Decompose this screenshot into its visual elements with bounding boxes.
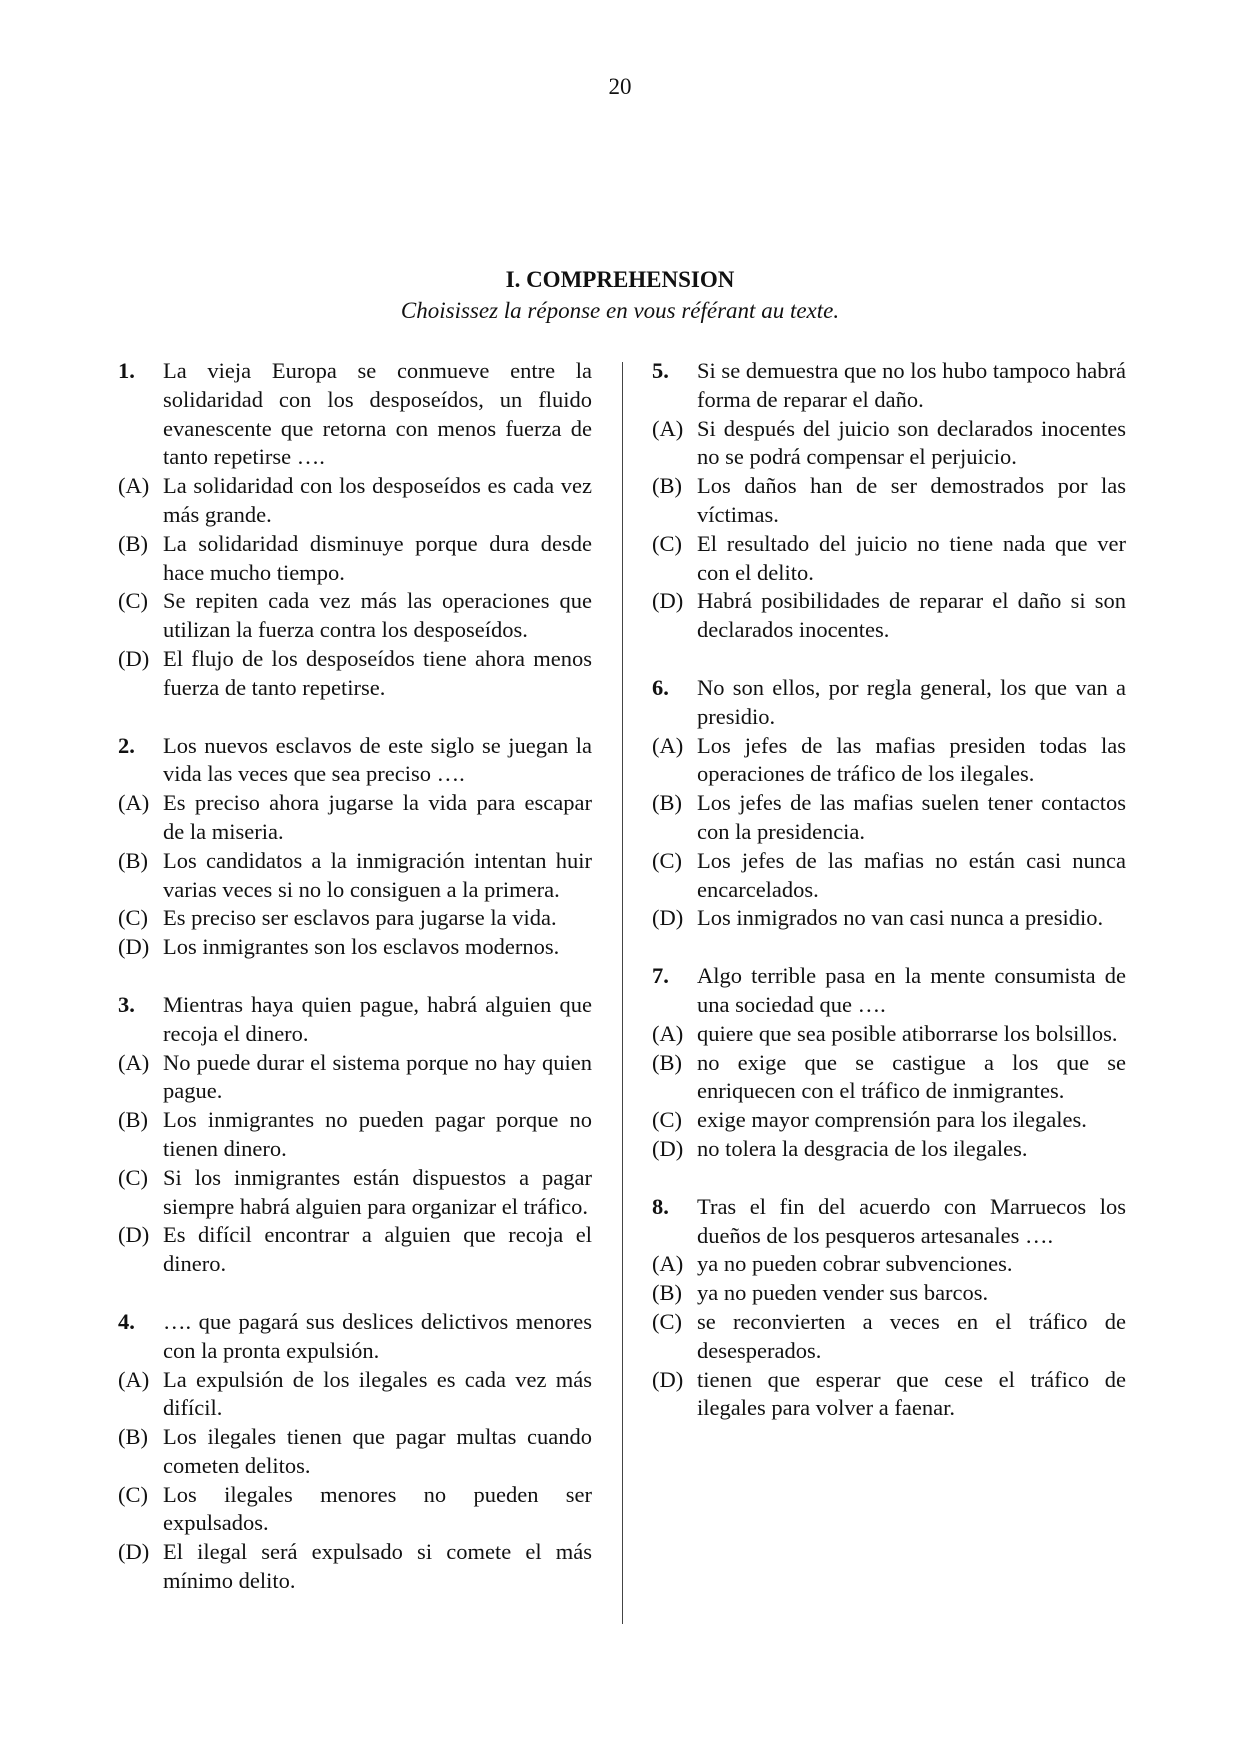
question-number: 6. <box>652 674 669 700</box>
option-label: (A) <box>652 1251 684 1277</box>
option-text: Es preciso ser esclavos para jugarse la vida. <box>163 905 557 931</box>
answer-option[interactable] <box>118 472 592 530</box>
option-label: (B) <box>118 847 148 873</box>
question-text: La vieja Europa se conmueve entre la solidaridad con los desposeídos, un fluido evanescente que retorna con menos fuerza de tanto repetirse …. <box>163 358 592 470</box>
question-text: No son ellos, por regla general, los que van a presidio. <box>697 674 1126 729</box>
answer-option[interactable] <box>652 1250 1126 1279</box>
answer-option[interactable] <box>652 1020 1126 1049</box>
answer-option[interactable] <box>118 933 592 962</box>
option-text: La solidaridad con los desposeídos es cada vez más grande. <box>163 473 592 527</box>
question-prompt <box>652 1193 1126 1251</box>
answer-option[interactable] <box>118 1423 592 1481</box>
left-column <box>118 357 592 1625</box>
option-label: (D) <box>118 934 150 960</box>
question-prompt <box>118 991 592 1049</box>
section-title: I. COMPREHENSION <box>505 267 735 292</box>
option-text: Es difícil encontrar a alguien que recoja el dinero. <box>163 1222 592 1277</box>
option-label: (C) <box>652 847 682 873</box>
answer-option[interactable] <box>118 1106 592 1164</box>
option-label: (D) <box>118 1539 150 1565</box>
option-text: Los ilegales tienen que pagar multas cuando cometen delitos. <box>163 1424 592 1478</box>
question-prompt <box>652 962 1126 1020</box>
answer-option[interactable] <box>118 587 592 645</box>
option-text: tienen que esperar que cese el tráfico de ilegales para volver a faenar. <box>697 1366 1126 1421</box>
option-text: Se repiten cada vez más las operaciones que utilizan la fuerza contra los desposeídos. <box>163 588 592 643</box>
answer-option[interactable] <box>652 1279 1126 1308</box>
option-label: (A) <box>118 790 150 816</box>
answer-option[interactable] <box>118 1538 592 1596</box>
option-text: Los jefes de las mafias presiden todas las operaciones de tráfico de los ilegales. <box>697 732 1126 787</box>
option-text: Los inmigrantes son los esclavos modernos. <box>163 934 560 960</box>
question-prompt <box>652 674 1126 732</box>
instructions: Choisissez la réponse en vous référant au texte. <box>400 298 840 323</box>
option-label: (C) <box>652 1107 682 1133</box>
option-text: La solidaridad disminuye porque dura desde hace mucho tiempo. <box>163 530 592 585</box>
answer-option[interactable] <box>118 1366 592 1424</box>
question-prompt <box>118 1308 592 1366</box>
answer-option[interactable] <box>118 1221 592 1279</box>
answer-option[interactable] <box>652 1106 1126 1135</box>
option-label: (C) <box>118 1164 148 1190</box>
question-number: 7. <box>652 963 669 989</box>
right-column <box>652 357 1126 1452</box>
answer-option[interactable] <box>652 1049 1126 1107</box>
question-prompt <box>118 357 592 472</box>
question-prompt <box>118 732 592 790</box>
question-text: Mientras haya quien pague, habrá alguien que recoja el dinero. <box>163 991 592 1046</box>
option-text: Los inmigrantes no pueden pagar porque no tienen dinero. <box>163 1107 592 1161</box>
option-text: Los candidatos a la inmigración intentan huir varias veces si no lo consiguen a la primera. <box>163 847 592 902</box>
option-text: exige mayor comprensión para los ilegales. <box>697 1107 1087 1133</box>
question-text: Los nuevos esclavos de este siglo se juegan la vida las veces que sea preciso …. <box>163 732 592 787</box>
question-number: 5. <box>652 358 669 383</box>
answer-option[interactable] <box>652 1135 1126 1164</box>
option-label: (B) <box>652 790 682 816</box>
option-label: (A) <box>118 1366 150 1392</box>
question-prompt <box>652 357 1126 415</box>
option-text: quiere que sea posible atiborrarse los bolsillos. <box>697 1020 1118 1046</box>
question-6 <box>652 674 1126 933</box>
answer-option[interactable] <box>652 789 1126 847</box>
option-label: (D) <box>652 905 684 931</box>
option-text: no exige que se castigue a los que se enriquecen con el tráfico de inmigrantes. <box>697 1049 1126 1104</box>
option-text: ya no pueden vender sus barcos. <box>697 1280 989 1306</box>
question-number: 4. <box>118 1308 135 1334</box>
answer-option[interactable] <box>118 1164 592 1222</box>
question-1 <box>118 357 592 703</box>
option-text: se reconvierten a veces en el tráfico de desesperados. <box>697 1308 1126 1363</box>
option-text: Los inmigrados no van casi nunca a presidio. <box>697 905 1104 931</box>
question-number: 3. <box>118 991 135 1017</box>
option-label: (D) <box>118 1222 150 1248</box>
option-label: (A) <box>118 473 150 499</box>
question-number: 2. <box>118 732 135 758</box>
question-4 <box>118 1308 592 1596</box>
answer-option[interactable] <box>652 587 1126 645</box>
answer-option[interactable] <box>118 1481 592 1539</box>
option-text: Los jefes de las mafias no están casi nunca encarcelados. <box>697 847 1126 902</box>
answer-option[interactable] <box>118 847 592 905</box>
answer-option[interactable] <box>118 1049 592 1107</box>
option-label: (C) <box>118 1481 148 1507</box>
option-text: Habrá posibilidades de reparar el daño si son declarados inocentes. <box>697 588 1126 643</box>
option-text: La expulsión de los ilegales es cada vez más difícil. <box>163 1366 592 1421</box>
option-label: (B) <box>652 1049 682 1075</box>
option-text: El ilegal será expulsado si comete el más mínimo delito. <box>163 1539 592 1594</box>
answer-option[interactable] <box>652 1308 1126 1366</box>
option-text: El resultado del juicio no tiene nada que ver con el delito. <box>697 530 1126 585</box>
option-label: (A) <box>118 1049 150 1075</box>
option-label: (B) <box>118 1107 148 1133</box>
option-label: (D) <box>652 588 684 614</box>
option-label: (B) <box>118 1424 148 1450</box>
option-label: (A) <box>652 415 684 441</box>
answer-option[interactable] <box>118 904 592 933</box>
question-text: Si se demuestra que no los hubo tampoco habrá forma de reparar el daño. <box>697 358 1126 412</box>
option-text: Si después del juicio son declarados inocentes no se podrá compensar el perjuicio. <box>697 415 1126 470</box>
answer-option[interactable] <box>118 645 592 703</box>
question-2 <box>118 732 592 962</box>
question-number: 1. <box>118 358 135 383</box>
option-label: (C) <box>652 1308 682 1334</box>
option-label: (C) <box>118 588 148 614</box>
option-text: Es preciso ahora jugarse la vida para escapar de la miseria. <box>163 790 592 844</box>
question-number: 8. <box>652 1193 669 1219</box>
answer-option[interactable] <box>652 847 1126 905</box>
question-5 <box>652 357 1126 645</box>
option-label: (A) <box>652 1020 684 1046</box>
question-3 <box>118 991 592 1279</box>
option-label: (B) <box>652 1280 682 1306</box>
answer-option[interactable] <box>652 904 1126 933</box>
option-text: Los jefes de las mafias suelen tener contactos con la presidencia. <box>697 790 1126 844</box>
question-8 <box>652 1193 1126 1423</box>
option-label: (D) <box>652 1135 684 1161</box>
option-text: ya no pueden cobrar subvenciones. <box>697 1251 1013 1277</box>
page-number: 20 <box>608 74 632 99</box>
answer-option[interactable] <box>652 472 1126 530</box>
answer-option[interactable] <box>652 1366 1126 1424</box>
option-label: (B) <box>652 473 682 499</box>
option-text: No puede durar el sistema porque no hay quien pague. <box>163 1049 592 1104</box>
option-label: (D) <box>118 645 150 671</box>
option-label: (B) <box>118 530 148 556</box>
option-text: El flujo de los desposeídos tiene ahora menos fuerza de tanto repetirse. <box>163 645 592 700</box>
option-text: no tolera la desgracia de los ilegales. <box>697 1135 1028 1161</box>
option-text: Si los inmigrantes están dispuestos a pagar siempre habrá alguien para organizar el tráfico. <box>163 1164 592 1219</box>
section-header <box>0 264 1240 326</box>
answer-option[interactable] <box>118 789 592 847</box>
question-7 <box>652 962 1126 1164</box>
option-label: (C) <box>652 530 682 556</box>
answer-option[interactable] <box>652 415 1126 473</box>
option-text: Los daños han de ser demostrados por las víctimas. <box>697 473 1126 527</box>
option-text: Los ilegales menores no pueden ser expulsados. <box>163 1481 592 1536</box>
answer-option[interactable] <box>652 732 1126 790</box>
option-label: (A) <box>652 732 684 758</box>
option-label: (D) <box>652 1366 684 1392</box>
question-text: …. que pagará sus deslices delictivos menores con la pronta expulsión. <box>163 1308 592 1363</box>
option-label: (C) <box>118 905 148 931</box>
answer-option[interactable] <box>118 530 592 588</box>
column-divider <box>622 362 623 1624</box>
question-text: Algo terrible pasa en la mente consumista de una sociedad que …. <box>697 963 1126 1017</box>
answer-option[interactable] <box>652 530 1126 588</box>
question-text: Tras el fin del acuerdo con Marruecos los dueños de los pesqueros artesanales …. <box>697 1193 1126 1248</box>
